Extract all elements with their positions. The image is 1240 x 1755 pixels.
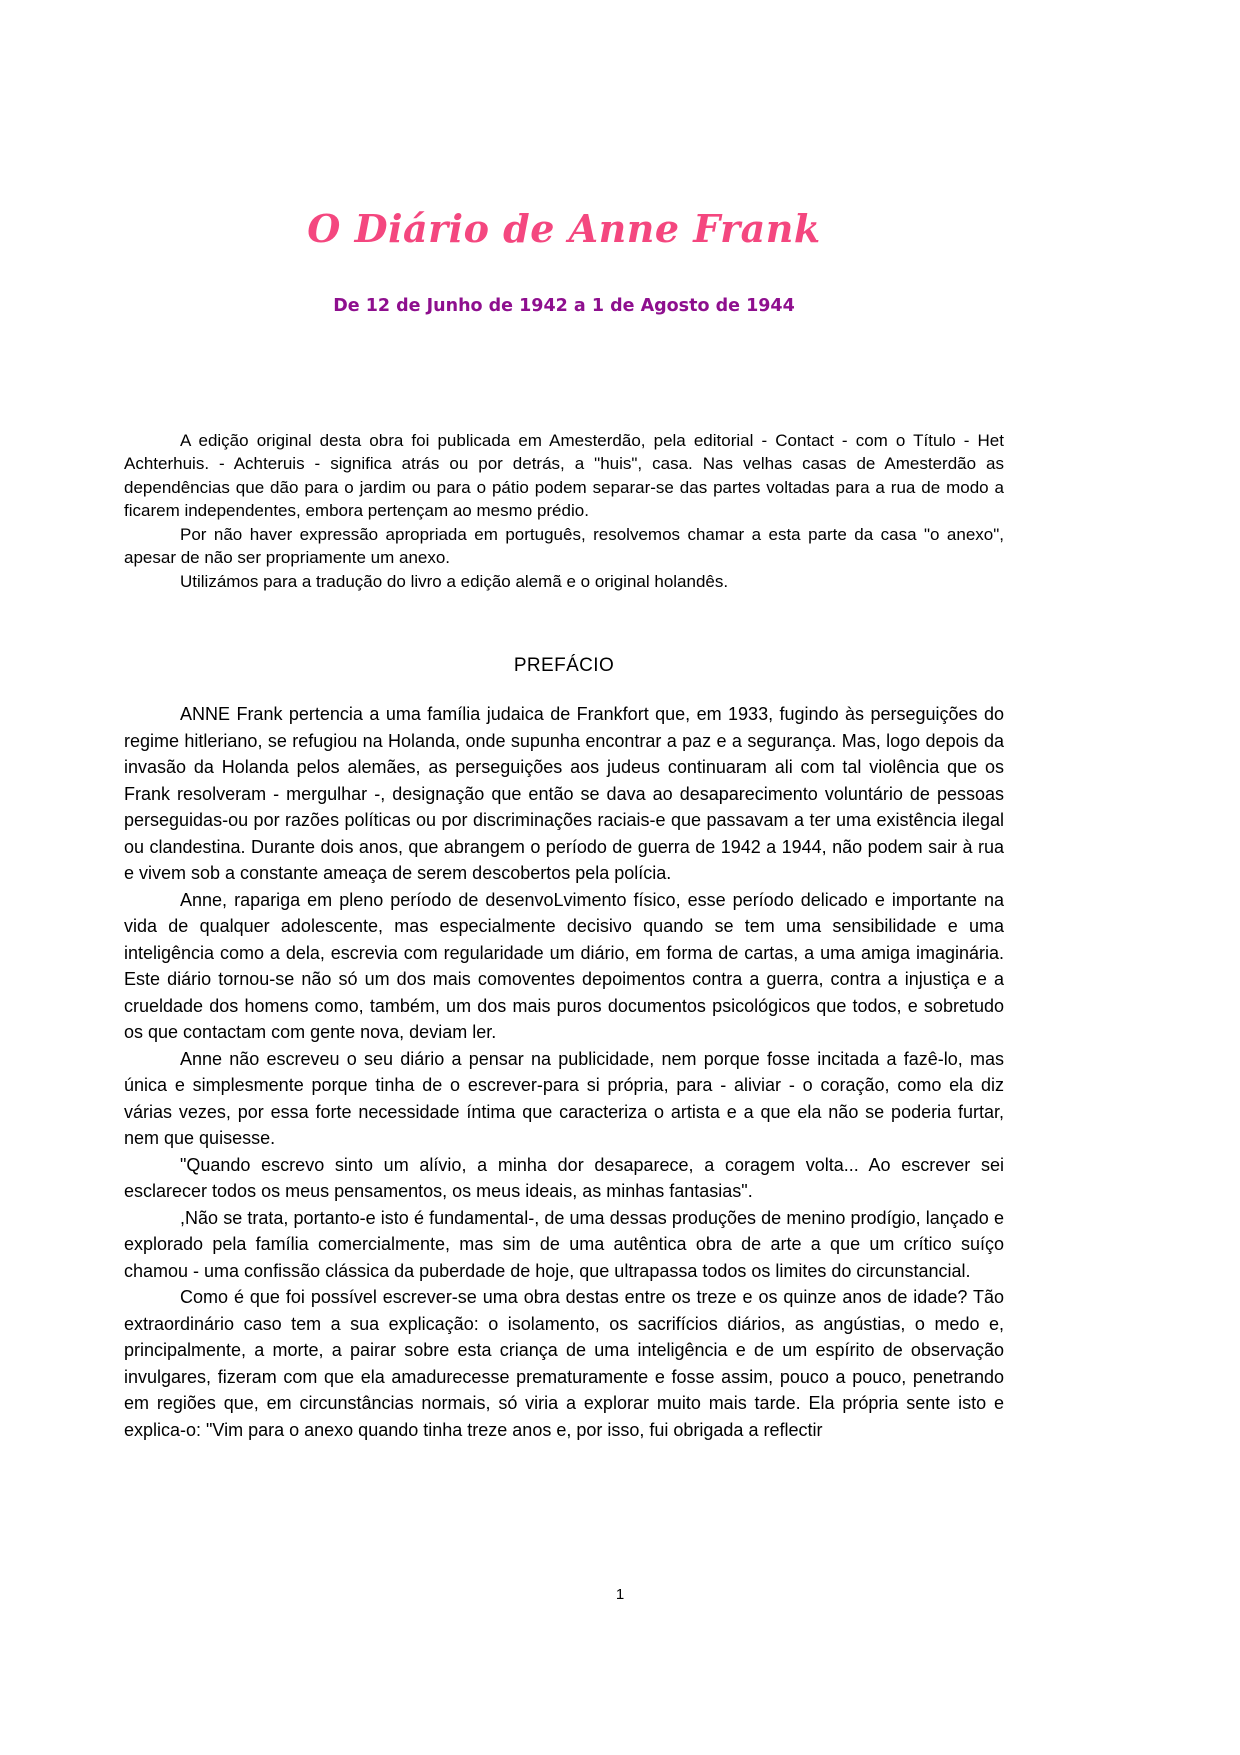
page-content	[124, 0, 1004, 1443]
preface-paragraph: "Quando escrevo sinto um alívio, a minha dor desaparece, a coragem volta... Ao escrever sei esclarecer todos os meus pensamentos, os meus ideais, as minhas fantasias".	[124, 1154, 1004, 1202]
front-note-paragraph: A edição original desta obra foi publicada em Amesterdão, pela editorial - Contact - com o Título - Het Achterhuis. - Achteruis - significa atrás ou por detrás, a "huis", casa. Nas velhas casas de Amesterdão as dependências que dão para o jardim ou para o pátio podem separar-se das partes voltadas para a rua de modo a ficarem independentes, embora pertençam ao mesmo prédio.	[124, 430, 1004, 521]
preface-paragraph: Anne, rapariga em pleno período de desenvoLvimento físico, esse período delicado e importante na vida de qualquer adolescente, mas especialmente decisivo quando se tem uma sensibilidade e uma inteligência como a dela, escrevia com regularidade um diário, em forma de cartas, a uma amiga imaginária. Este diário tornou-se não só um dos mais comoventes depoimentos contra a guerra, contra a injustiça e a crueldade dos homens como, também, um dos mais puros documentos psicológicos que todos, e sobretudo os que contactam com gente nova, deviam ler.	[124, 889, 1004, 1043]
front-note-paragraph: Por não haver expressão apropriada em português, resolvemos chamar a esta parte da casa "o anexo", apesar de não ser propriamente um anexo.	[124, 524, 1004, 568]
preface-body	[124, 677, 1004, 1443]
front-note-paragraph: Utilizámos para a tradução do livro a edição alemã e o original holandês.	[180, 571, 729, 591]
preface-paragraph: Como é que foi possível escrever-se uma obra destas entre os treze e os quinze anos de idade? Tão extraordinário caso tem a sua explicação: o isolamento, os sacrifícios diários, as angústias, o medo e, principalmente, a morte, a pairar sobre esta criança de uma inteligência e de um espírito de observação invulgares, fizeram com que ela amadurecesse prematuramente e fosse assim, pouco a pouco, penetrando em regiões que, em circunstâncias normais, só viria a explorar muito mais tarde. Ela própria sente isto e explica-o: "Vim para o anexo quando tinha treze anos e, por isso, fui obrigada a reflectir	[124, 1287, 1004, 1440]
preface-paragraph: ,Não se trata, portanto-e isto é fundamental-, de uma dessas produções de menino prodígio, lançado e explorado pela família comercialmente, mas sim de uma autêntica obra de arte a que um crítico suíço chamou - uma confissão clássica da puberdade de hoje, que ultrapassa todos os limites do circunstancial.	[124, 1207, 1004, 1281]
front-note-block	[124, 317, 1004, 594]
page-title: O Diário de Anne Frank	[307, 206, 821, 251]
preface-heading: PREFÁCIO	[513, 655, 615, 677]
preface-paragraph: ANNE Frank pertencia a uma família judaica de Frankfort que, em 1933, fugindo às perseguições do regime hitleriano, se refugiou na Holanda, onde supunha encontrar a paz e a segurança. Mas, logo depois da invasão da Holanda pelos alemães, as perseguições aos judeus continuaram ali com tal violência que os Frank resolveram - mergulhar -, designação que então se dava ao desaparecimento voluntário de pessoas perseguidas-ou por razões políticas ou por discriminações raciais-e que passavam a ter uma existência ilegal ou clandestina. Durante dois anos, que abrangem o período de guerra de 1942 a 1944, não podem sair à rua e vivem sob a constante ameaça de serem descobertos pela polícia.	[124, 704, 1004, 884]
page-subtitle: De 12 de Junho de 1942 a 1 de Agosto de 1944	[333, 295, 795, 316]
preface-paragraph: Anne não escreveu o seu diário a pensar na publicidade, nem porque fosse incitada a fazê-lo, mas única e simplesmente porque tinha de o escrever-para si própria, para - aliviar - o coração, como ela diz várias vezes, por essa forte necessidade íntima que caracteriza o artista e a que ela não se poderia furtar, nem que quisesse.	[124, 1048, 1004, 1149]
page-number: 1	[615, 1586, 625, 1603]
